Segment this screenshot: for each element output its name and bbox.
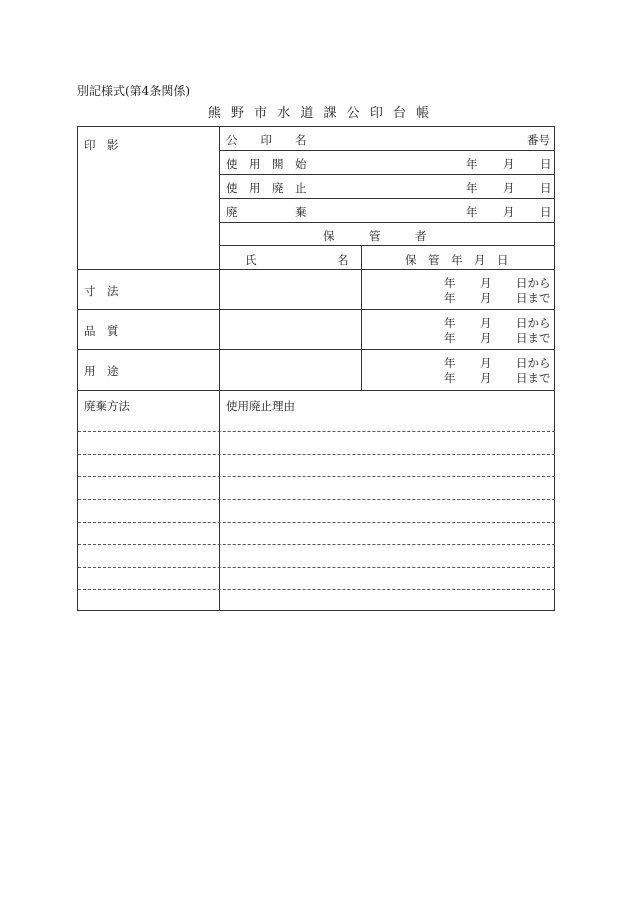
row2-from-month: 月 bbox=[480, 316, 492, 330]
divider-custodian bbox=[361, 245, 362, 390]
row3-from-year: 年 bbox=[444, 356, 456, 370]
row1-until-day: 日まで bbox=[516, 291, 551, 305]
ledger-table bbox=[77, 126, 555, 611]
row1-until-month: 月 bbox=[480, 291, 492, 305]
dashed-line bbox=[78, 589, 555, 590]
label-usage: 用 途 bbox=[84, 364, 119, 378]
row1-from-day: 日から bbox=[516, 276, 551, 290]
dashed-line bbox=[78, 522, 555, 523]
row2-until-day: 日まで bbox=[516, 331, 551, 345]
divider-section-usage bbox=[78, 349, 555, 350]
divider-row-5 bbox=[219, 245, 555, 246]
divider-section-quality bbox=[78, 309, 555, 310]
divider-row-2 bbox=[219, 174, 555, 175]
label-seal-name: 公 印 名 bbox=[226, 133, 307, 147]
label-impression: 印 影 bbox=[84, 138, 119, 152]
row3-until-month: 月 bbox=[480, 371, 492, 385]
label-start-use: 使 用 開 始 bbox=[226, 157, 307, 171]
stop-month: 月 bbox=[503, 181, 515, 195]
dashed-line bbox=[78, 567, 555, 568]
disposal-year: 年 bbox=[466, 205, 478, 219]
label-quality: 品 質 bbox=[84, 324, 119, 338]
stop-day: 日 bbox=[540, 181, 552, 195]
label-custodian: 保 管 者 bbox=[323, 229, 427, 243]
dashed-line bbox=[78, 499, 555, 500]
label-custodian-date: 保 管 年 月 日 bbox=[405, 253, 509, 267]
start-month: 月 bbox=[503, 157, 515, 171]
row1-from-month: 月 bbox=[480, 276, 492, 290]
divider-row-4 bbox=[219, 222, 555, 223]
divider-main bbox=[219, 127, 220, 610]
row2-until-month: 月 bbox=[480, 331, 492, 345]
label-custodian-name: 氏 名 bbox=[245, 253, 349, 267]
divider-section-disposal bbox=[78, 390, 555, 391]
divider-row-3 bbox=[219, 198, 555, 199]
label-stop-use: 使 用 廃 止 bbox=[226, 181, 307, 195]
label-disposal: 廃 棄 bbox=[226, 205, 307, 219]
stop-year: 年 bbox=[466, 181, 478, 195]
row1-from-year: 年 bbox=[444, 276, 456, 290]
label-dimensions: 寸 法 bbox=[84, 284, 119, 298]
row3-until-day: 日まで bbox=[516, 371, 551, 385]
disposal-day: 日 bbox=[540, 205, 552, 219]
row3-from-day: 日から bbox=[516, 356, 551, 370]
page-title: 熊 野 市 水 道 課 公 印 台 帳 bbox=[207, 106, 433, 121]
dashed-line bbox=[78, 454, 555, 455]
row3-from-month: 月 bbox=[480, 356, 492, 370]
label-disposal-method: 廃棄方法 bbox=[84, 399, 130, 413]
dashed-line bbox=[78, 476, 555, 477]
divider-section-dimensions bbox=[78, 269, 555, 270]
row1-until-year: 年 bbox=[444, 291, 456, 305]
label-reason: 使用廃止理由 bbox=[226, 399, 295, 413]
start-year: 年 bbox=[466, 157, 478, 171]
row3-until-year: 年 bbox=[444, 371, 456, 385]
dashed-line bbox=[78, 431, 555, 432]
row2-until-year: 年 bbox=[444, 331, 456, 345]
form-label: 別記様式(第4条関係) bbox=[77, 84, 190, 98]
start-day: 日 bbox=[540, 157, 552, 171]
row2-from-year: 年 bbox=[444, 316, 456, 330]
divider-row-1 bbox=[219, 150, 555, 151]
label-number: 番号 bbox=[527, 133, 550, 147]
dashed-line bbox=[78, 544, 555, 545]
disposal-month: 月 bbox=[503, 205, 515, 219]
row2-from-day: 日から bbox=[516, 316, 551, 330]
